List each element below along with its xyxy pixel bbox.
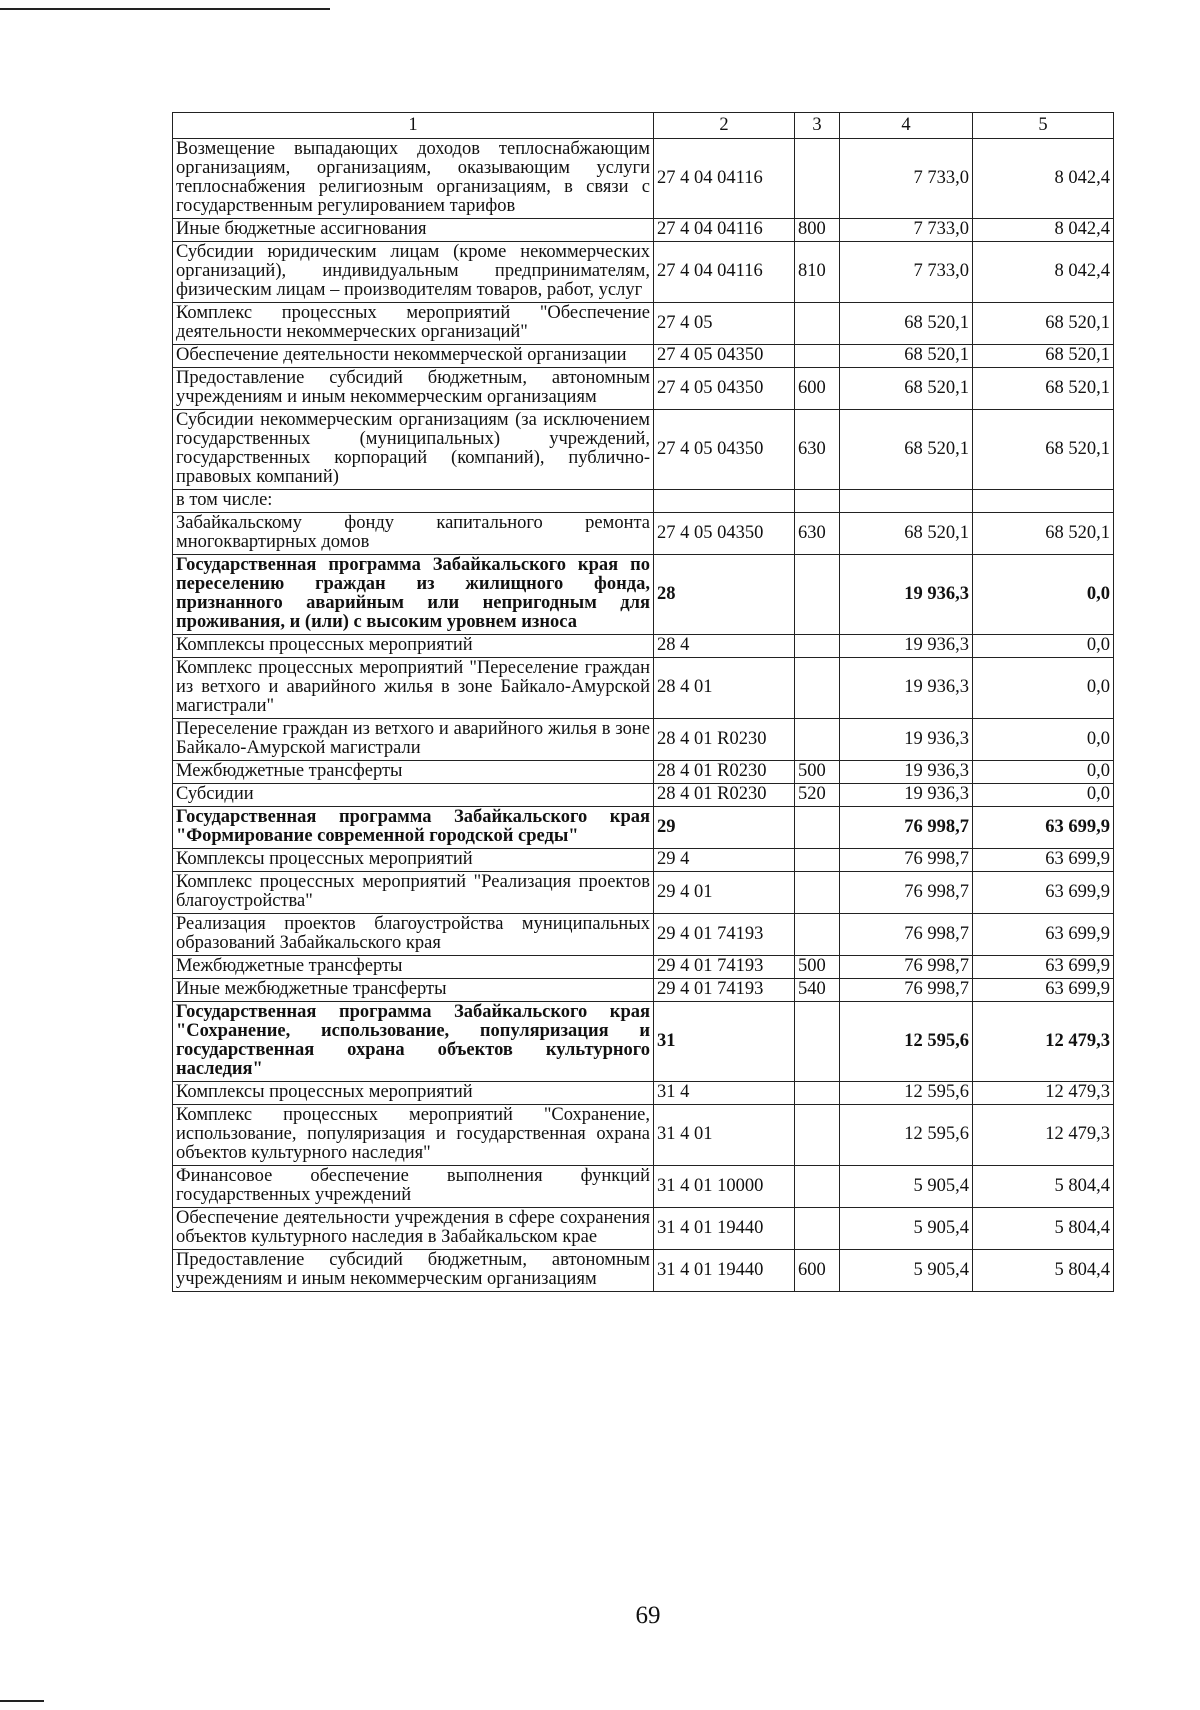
row-name-cell: Финансовое обеспечение выполнения функций государственных учреждений (173, 1166, 654, 1208)
row-amount-year1-cell: 68 520,1 (840, 345, 973, 368)
row-amount-year2-cell: 68 520,1 (973, 368, 1114, 410)
row-name-cell: Субсидии некоммерческим организациям (за исключением государственных (муниципальных) учреждений, государственных корпораций (компаний), публично-правовых компаний) (173, 410, 654, 490)
row-expense-type-cell (795, 1208, 840, 1250)
row-amount-year2-cell: 63 699,9 (973, 872, 1114, 914)
row-amount-year1-cell (840, 490, 973, 513)
scan-top-rule (0, 8, 330, 10)
scan-bottom-rule (0, 1700, 44, 1702)
table-row (173, 219, 1114, 242)
row-amount-year1-cell: 7 733,0 (840, 242, 973, 303)
row-code-cell: 31 (654, 1002, 795, 1082)
table-header-row (173, 113, 1114, 139)
table-body (173, 139, 1114, 1292)
row-amount-year2-cell: 5 804,4 (973, 1250, 1114, 1292)
row-expense-type-cell: 500 (795, 956, 840, 979)
row-name-cell: Иные межбюджетные трансферты (173, 979, 654, 1002)
table-row (173, 956, 1114, 979)
table-row (173, 784, 1114, 807)
row-expense-type-cell (795, 555, 840, 635)
table-row (173, 368, 1114, 410)
row-expense-type-cell (795, 914, 840, 956)
row-amount-year1-cell: 76 998,7 (840, 956, 973, 979)
row-expense-type-cell (795, 1105, 840, 1166)
row-code-cell: 28 4 01 R0230 (654, 761, 795, 784)
row-amount-year1-cell: 5 905,4 (840, 1208, 973, 1250)
row-expense-type-cell (795, 345, 840, 368)
row-amount-year1-cell: 19 936,3 (840, 555, 973, 635)
row-expense-type-cell: 800 (795, 219, 840, 242)
row-amount-year1-cell: 76 998,7 (840, 914, 973, 956)
table-row (173, 914, 1114, 956)
row-name-cell: в том числе: (173, 490, 654, 513)
row-amount-year2-cell: 0,0 (973, 555, 1114, 635)
budget-table (172, 112, 1114, 1292)
row-expense-type-cell (795, 1002, 840, 1082)
table-row (173, 303, 1114, 345)
row-expense-type-cell (795, 658, 840, 719)
row-code-cell: 31 4 (654, 1082, 795, 1105)
row-code-cell: 29 4 (654, 849, 795, 872)
table-row (173, 490, 1114, 513)
row-amount-year2-cell: 5 804,4 (973, 1166, 1114, 1208)
table-row (173, 849, 1114, 872)
row-expense-type-cell: 600 (795, 368, 840, 410)
row-code-cell: 27 4 05 04350 (654, 345, 795, 368)
row-name-cell: Иные бюджетные ассигнования (173, 219, 654, 242)
row-expense-type-cell: 630 (795, 410, 840, 490)
row-amount-year1-cell: 76 998,7 (840, 807, 973, 849)
row-amount-year1-cell: 76 998,7 (840, 849, 973, 872)
row-expense-type-cell: 540 (795, 979, 840, 1002)
row-code-cell: 27 4 04 04116 (654, 242, 795, 303)
row-name-cell: Государственная программа Забайкальского края "Сохранение, использование, популяризация и государственная охрана объектов культурного наследия" (173, 1002, 654, 1082)
row-amount-year2-cell: 0,0 (973, 784, 1114, 807)
row-code-cell: 29 4 01 74193 (654, 956, 795, 979)
row-expense-type-cell: 810 (795, 242, 840, 303)
header-col-5: 5 (973, 113, 1114, 139)
header-col-4: 4 (840, 113, 973, 139)
row-amount-year2-cell: 68 520,1 (973, 303, 1114, 345)
row-code-cell: 29 4 01 (654, 872, 795, 914)
row-expense-type-cell (795, 1166, 840, 1208)
row-name-cell: Комплекс процессных мероприятий "Переселение граждан из ветхого и аварийного жилья в зоне Байкало-Амурской магистрали" (173, 658, 654, 719)
row-amount-year1-cell: 76 998,7 (840, 979, 973, 1002)
table-row (173, 513, 1114, 555)
row-code-cell: 28 4 01 R0230 (654, 784, 795, 807)
row-expense-type-cell: 500 (795, 761, 840, 784)
table-row (173, 555, 1114, 635)
row-name-cell: Комплекс процессных мероприятий "Обеспечение деятельности некоммерческих организаций" (173, 303, 654, 345)
table-row (173, 1105, 1114, 1166)
row-code-cell: 31 4 01 19440 (654, 1208, 795, 1250)
row-amount-year2-cell: 12 479,3 (973, 1105, 1114, 1166)
row-name-cell: Обеспечение деятельности учреждения в сфере сохранения объектов культурного наследия в Забайкальском крае (173, 1208, 654, 1250)
row-amount-year1-cell: 19 936,3 (840, 658, 973, 719)
row-name-cell: Забайкальскому фонду капитального ремонта многоквартирных домов (173, 513, 654, 555)
row-name-cell: Предоставление субсидий бюджетным, автономным учреждениям и иным некоммерческим организациям (173, 1250, 654, 1292)
table-row (173, 242, 1114, 303)
row-expense-type-cell (795, 807, 840, 849)
row-code-cell: 29 (654, 807, 795, 849)
table-row (173, 807, 1114, 849)
table-row (173, 635, 1114, 658)
row-amount-year2-cell (973, 490, 1114, 513)
row-expense-type-cell (795, 719, 840, 761)
row-amount-year1-cell: 7 733,0 (840, 219, 973, 242)
row-code-cell: 27 4 05 04350 (654, 368, 795, 410)
row-name-cell: Комплекс процессных мероприятий "Реализация проектов благоустройства" (173, 872, 654, 914)
row-expense-type-cell (795, 849, 840, 872)
row-code-cell: 28 (654, 555, 795, 635)
row-expense-type-cell (795, 635, 840, 658)
row-amount-year1-cell: 12 595,6 (840, 1002, 973, 1082)
row-expense-type-cell (795, 872, 840, 914)
row-code-cell (654, 490, 795, 513)
row-name-cell: Переселение граждан из ветхого и аварийного жилья в зоне Байкало-Амурской магистрали (173, 719, 654, 761)
row-name-cell: Комплекс процессных мероприятий "Сохранение, использование, популяризация и государственная охрана объектов культурного наследия" (173, 1105, 654, 1166)
table-row (173, 1208, 1114, 1250)
row-amount-year2-cell: 12 479,3 (973, 1002, 1114, 1082)
table-row (173, 139, 1114, 219)
row-amount-year2-cell: 68 520,1 (973, 513, 1114, 555)
row-expense-type-cell (795, 490, 840, 513)
row-amount-year1-cell: 76 998,7 (840, 872, 973, 914)
row-code-cell: 28 4 01 (654, 658, 795, 719)
row-amount-year2-cell: 0,0 (973, 719, 1114, 761)
row-amount-year1-cell: 12 595,6 (840, 1105, 973, 1166)
row-amount-year2-cell: 0,0 (973, 761, 1114, 784)
header-col-1: 1 (173, 113, 654, 139)
row-amount-year2-cell: 0,0 (973, 658, 1114, 719)
row-amount-year1-cell: 68 520,1 (840, 513, 973, 555)
row-amount-year1-cell: 19 936,3 (840, 761, 973, 784)
table-row (173, 658, 1114, 719)
table-row (173, 410, 1114, 490)
row-expense-type-cell (795, 1082, 840, 1105)
row-code-cell: 31 4 01 (654, 1105, 795, 1166)
row-code-cell: 27 4 04 04116 (654, 219, 795, 242)
row-amount-year2-cell: 8 042,4 (973, 139, 1114, 219)
row-expense-type-cell (795, 139, 840, 219)
row-amount-year2-cell: 63 699,9 (973, 914, 1114, 956)
row-code-cell: 27 4 05 (654, 303, 795, 345)
row-amount-year1-cell: 7 733,0 (840, 139, 973, 219)
page-number: 69 (635, 1602, 661, 1629)
row-expense-type-cell: 630 (795, 513, 840, 555)
header-col-2: 2 (654, 113, 795, 139)
row-amount-year2-cell: 12 479,3 (973, 1082, 1114, 1105)
row-amount-year2-cell: 68 520,1 (973, 410, 1114, 490)
row-name-cell: Обеспечение деятельности некоммерческой организации (173, 345, 654, 368)
table-row (173, 719, 1114, 761)
row-amount-year2-cell: 63 699,9 (973, 849, 1114, 872)
row-amount-year1-cell: 19 936,3 (840, 635, 973, 658)
row-name-cell: Межбюджетные трансферты (173, 761, 654, 784)
row-code-cell: 27 4 05 04350 (654, 513, 795, 555)
row-name-cell: Субсидии (173, 784, 654, 807)
row-expense-type-cell (795, 303, 840, 345)
row-expense-type-cell: 600 (795, 1250, 840, 1292)
row-name-cell: Возмещение выпадающих доходов теплоснабжающим организациям, организациям, оказывающим услуги теплоснабжения религиозным организациям, в связи с государственным регулированием тарифов (173, 139, 654, 219)
row-amount-year2-cell: 5 804,4 (973, 1208, 1114, 1250)
row-amount-year1-cell: 68 520,1 (840, 410, 973, 490)
row-amount-year1-cell: 19 936,3 (840, 784, 973, 807)
table-row (173, 1082, 1114, 1105)
header-col-3: 3 (795, 113, 840, 139)
row-name-cell: Реализация проектов благоустройства муниципальных образований Забайкальского края (173, 914, 654, 956)
row-code-cell: 27 4 04 04116 (654, 139, 795, 219)
table-row (173, 979, 1114, 1002)
row-name-cell: Межбюджетные трансферты (173, 956, 654, 979)
row-amount-year2-cell: 8 042,4 (973, 219, 1114, 242)
row-amount-year2-cell: 63 699,9 (973, 956, 1114, 979)
row-amount-year1-cell: 19 936,3 (840, 719, 973, 761)
row-amount-year2-cell: 63 699,9 (973, 979, 1114, 1002)
row-code-cell: 28 4 (654, 635, 795, 658)
row-name-cell: Комплексы процессных мероприятий (173, 635, 654, 658)
row-code-cell: 31 4 01 19440 (654, 1250, 795, 1292)
row-amount-year1-cell: 68 520,1 (840, 368, 973, 410)
row-name-cell: Предоставление субсидий бюджетным, автономным учреждениям и иным некоммерческим организациям (173, 368, 654, 410)
row-code-cell: 27 4 05 04350 (654, 410, 795, 490)
row-code-cell: 31 4 01 10000 (654, 1166, 795, 1208)
row-name-cell: Комплексы процессных мероприятий (173, 1082, 654, 1105)
table-row (173, 872, 1114, 914)
row-name-cell: Комплексы процессных мероприятий (173, 849, 654, 872)
row-amount-year1-cell: 12 595,6 (840, 1082, 973, 1105)
row-code-cell: 29 4 01 74193 (654, 979, 795, 1002)
table-row (173, 345, 1114, 368)
row-amount-year1-cell: 5 905,4 (840, 1166, 973, 1208)
row-name-cell: Субсидии юридическим лицам (кроме некоммерческих организаций), индивидуальным предпринимателям, физическим лицам – производителям товаров, работ, услуг (173, 242, 654, 303)
row-amount-year2-cell: 63 699,9 (973, 807, 1114, 849)
table-row (173, 1250, 1114, 1292)
row-amount-year1-cell: 68 520,1 (840, 303, 973, 345)
table-row (173, 761, 1114, 784)
row-amount-year2-cell: 8 042,4 (973, 242, 1114, 303)
table-row (173, 1002, 1114, 1082)
row-code-cell: 28 4 01 R0230 (654, 719, 795, 761)
row-expense-type-cell: 520 (795, 784, 840, 807)
row-name-cell: Государственная программа Забайкальского края "Формирование современной городской среды" (173, 807, 654, 849)
row-name-cell: Государственная программа Забайкальского края по переселению граждан из жилищного фонда, признанного аварийным или непригодным для проживания, и (или) с высоким уровнем износа (173, 555, 654, 635)
table-row (173, 1166, 1114, 1208)
row-amount-year2-cell: 0,0 (973, 635, 1114, 658)
row-code-cell: 29 4 01 74193 (654, 914, 795, 956)
row-amount-year1-cell: 5 905,4 (840, 1250, 973, 1292)
row-amount-year2-cell: 68 520,1 (973, 345, 1114, 368)
